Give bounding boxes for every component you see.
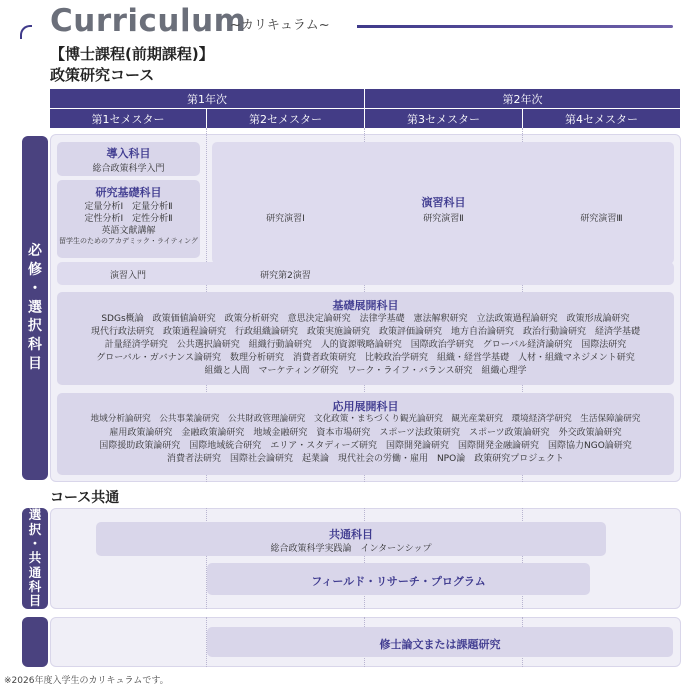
basic-dev-line: SDGs概論 政策価値論研究 政策分析研究 意思決定論研究 法律学基礎 憲法解釈研究 立法政策過程論研究 政策形成論研究	[101, 314, 630, 324]
side-label-elective-common	[22, 508, 48, 609]
field-research-title: フィールド・リサーチ・プログラム	[311, 575, 486, 588]
basic-dev-line: 組織と人間 マーケティング研究 ワーク・ライフ・バランス研究 組織心理学	[204, 366, 527, 376]
basic-dev-title: 基礎展開科目	[332, 299, 399, 312]
side-char: 修	[28, 261, 42, 278]
applied-dev-title: 応用展開科目	[332, 400, 399, 413]
year-header-2: 第2年次	[365, 89, 680, 108]
side-char: 選	[28, 299, 42, 316]
semester-header-2: 第2セメスター	[207, 109, 364, 128]
applied-dev-line: 雇用政策論研究 金融政策論研究 地域金融研究 資本市場研究 スポーツ法政策研究 スポーツ政策論研究 外交政策論研究	[109, 428, 622, 438]
basic-dev-line: 現代行政法研究 政策過程論研究 行政組織論研究 政策実施論研究 政策評価論研究 地方自治論研究 政治行動論研究 経済学基礎	[90, 327, 640, 337]
side-char: 目	[28, 356, 42, 373]
research-basic-line: 定量分析Ⅰ 定量分析Ⅱ	[84, 202, 173, 212]
thesis-title: 修士論文または課題研究	[379, 638, 501, 651]
heading-rule	[357, 25, 673, 28]
semester-header-1: 第1セメスター	[50, 109, 206, 128]
research-basic-title: 研究基礎科目	[95, 186, 162, 199]
side-char: 選	[28, 507, 42, 523]
seminar-title: 演習科目	[421, 196, 466, 209]
semester-header-3: 第3セメスター	[365, 109, 522, 128]
page-title: Curriculum	[50, 3, 247, 39]
research-basic-line: 英語文献講解	[101, 226, 156, 236]
applied-dev-line: 消費者法研究 国際社会論研究 起業論 現代社会の労働・雇用 NPO論 政策研究プロジェクト	[166, 454, 565, 464]
applied-dev-line: 国際援助政策論研究 国際地域統合研究 エリア・スタディーズ研究 国際開発論研究 国際開発金融論研究 国際協力NGO論研究	[99, 441, 632, 451]
basic-dev-line: グローバル・ガバナンス論研究 数理分析研究 消費者政策研究 比較政治学研究 組織・経営学基礎 人材・組織マネジメント研究	[96, 353, 635, 363]
side-char: 通	[28, 564, 42, 580]
side-label-thesis	[22, 617, 48, 667]
side-char: ・	[28, 280, 42, 297]
intro-title: 導入科目	[106, 147, 151, 160]
side-char: ・	[28, 535, 42, 551]
intro-item: 総合政策科学入門	[92, 164, 165, 174]
basic-dev-line: 計量経済学研究 公共選択論研究 組織行動論研究 人的資源戦略論研究 国際政治学研究 グローバル経済論研究 国際法研究	[104, 340, 627, 350]
semester-header-4: 第4セメスター	[523, 109, 680, 128]
side-char: 択	[28, 318, 42, 335]
side-char: 科	[28, 579, 42, 595]
side-label-required-elective	[22, 136, 48, 480]
side-char: 必	[28, 242, 42, 259]
seminar-item: 研究演習Ⅲ	[580, 214, 623, 224]
common-subjects-title: 共通科目	[329, 528, 373, 541]
seminar-item: 研究演習Ⅰ	[266, 214, 305, 224]
common-subjects-items: 総合政策科学実践論 インターンシップ	[270, 544, 432, 554]
research-basic-line: 定性分析Ⅰ 定性分析Ⅱ	[84, 214, 173, 224]
side-char: 択	[28, 521, 42, 537]
seminar-intro-practice: 演習入門	[109, 271, 146, 281]
program-title: 【博士課程(前期課程)】	[50, 45, 214, 63]
side-char: 共	[28, 550, 42, 566]
side-char: 科	[28, 337, 42, 354]
year-header-1: 第1年次	[50, 89, 364, 108]
applied-dev-line: 地域分析論研究 公共事業論研究 公共財政管理論研究 文化政策・まちづくり観光論研究 観光産業研究 環境経済学研究 生活保障論研究	[90, 414, 641, 424]
seminar-item: 研究演習Ⅱ	[423, 214, 464, 224]
page-subtitle: ~カリキュラム~	[230, 18, 330, 33]
footnote: ※2026年度入学生のカリキュラムです。	[4, 676, 169, 686]
research-basic-line: 留学生のためのアカデミック・ライティング	[59, 237, 198, 245]
common-section-title: コース共通	[50, 490, 120, 506]
course-title: 政策研究コース	[50, 66, 155, 84]
heading-decoration	[20, 25, 32, 39]
seminar-research2: 研究第2演習	[260, 271, 311, 281]
side-char: 目	[28, 593, 42, 609]
